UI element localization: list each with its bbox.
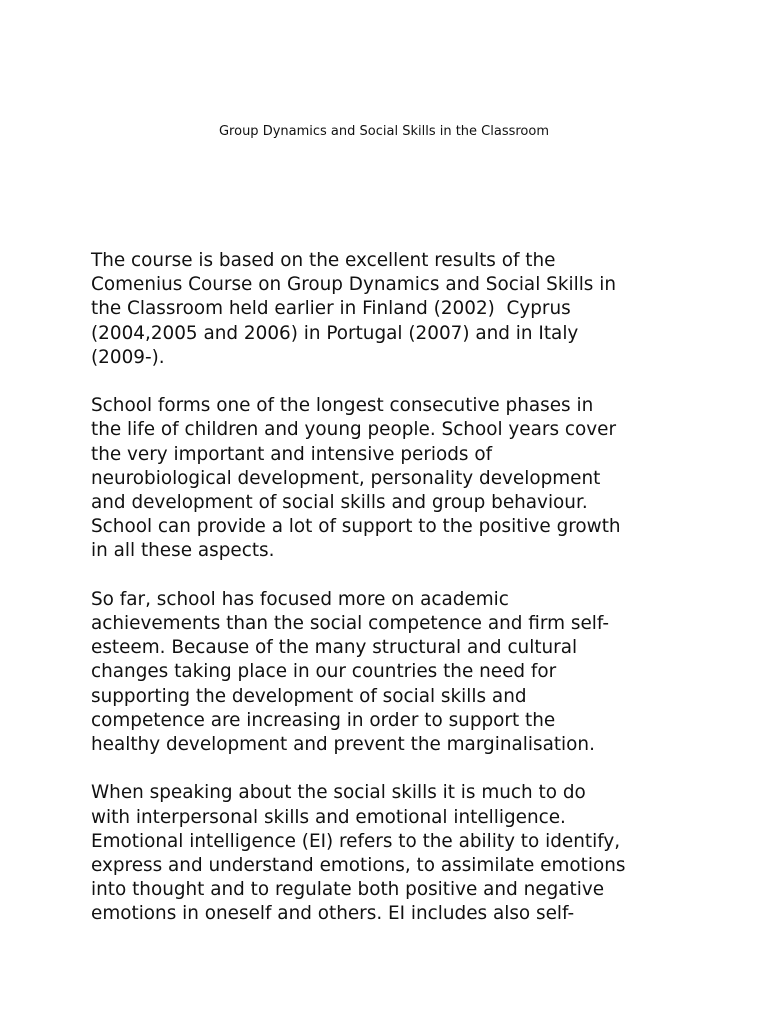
text-line: the life of children and young people. School years cover <box>91 419 617 441</box>
text-line: Comenius Course on Group Dynamics and Social Skills in <box>91 274 617 296</box>
text-line: into thought and to regulate both positive and negative <box>91 879 605 901</box>
text-line: School can provide a lot of support to the positive growth <box>91 516 621 538</box>
document-body <box>91 249 691 951</box>
text-line: healthy development and prevent the marginalisation. <box>91 734 595 756</box>
text-line: supporting the development of social skills and <box>91 685 527 707</box>
text-line: School forms one of the longest consecutive phases in <box>91 395 594 417</box>
document-title: Group Dynamics and Social Skills in the Classroom <box>218 124 549 139</box>
text-line: When speaking about the social skills it is much to do <box>91 782 586 804</box>
text-line: neurobiological development, personality development <box>91 467 601 489</box>
text-line: So far, school has focused more on academic <box>91 588 509 610</box>
text-line: The course is based on the excellent results of the <box>91 250 556 271</box>
paragraph-emotional-intelligence <box>91 781 691 926</box>
text-line: competence are increasing in order to support the <box>91 709 556 731</box>
text-line: esteem. Because of the many structural and cultural <box>91 637 578 659</box>
paragraph-course-background <box>91 249 691 370</box>
text-line: (2004,2005 and 2006) in Portugal (2007) and in Italy <box>91 322 579 344</box>
text-line: the very important and intensive periods of <box>91 443 493 465</box>
text-line: the Classroom held earlier in Finland (2002) Cyprus <box>91 298 571 320</box>
paragraph-school-phases <box>91 394 691 563</box>
text-line: express and understand emotions, to assimilate emotions <box>91 855 626 877</box>
text-line: in all these aspects. <box>91 540 275 562</box>
text-line: emotions in oneself and others. EI includes also self- <box>91 903 575 925</box>
text-line: and development of social skills and group behaviour. <box>91 492 588 514</box>
paragraph-academic-focus <box>91 588 691 757</box>
text-line: with interpersonal skills and emotional intelligence. <box>91 806 566 828</box>
text-line: (2009-). <box>91 346 165 368</box>
text-line: Emotional intelligence (EI) refers to the ability to identify, <box>91 830 621 852</box>
text-line: achievements than the social competence and firm self- <box>91 613 609 635</box>
text-line: changes taking place in our countries the need for <box>91 661 557 683</box>
